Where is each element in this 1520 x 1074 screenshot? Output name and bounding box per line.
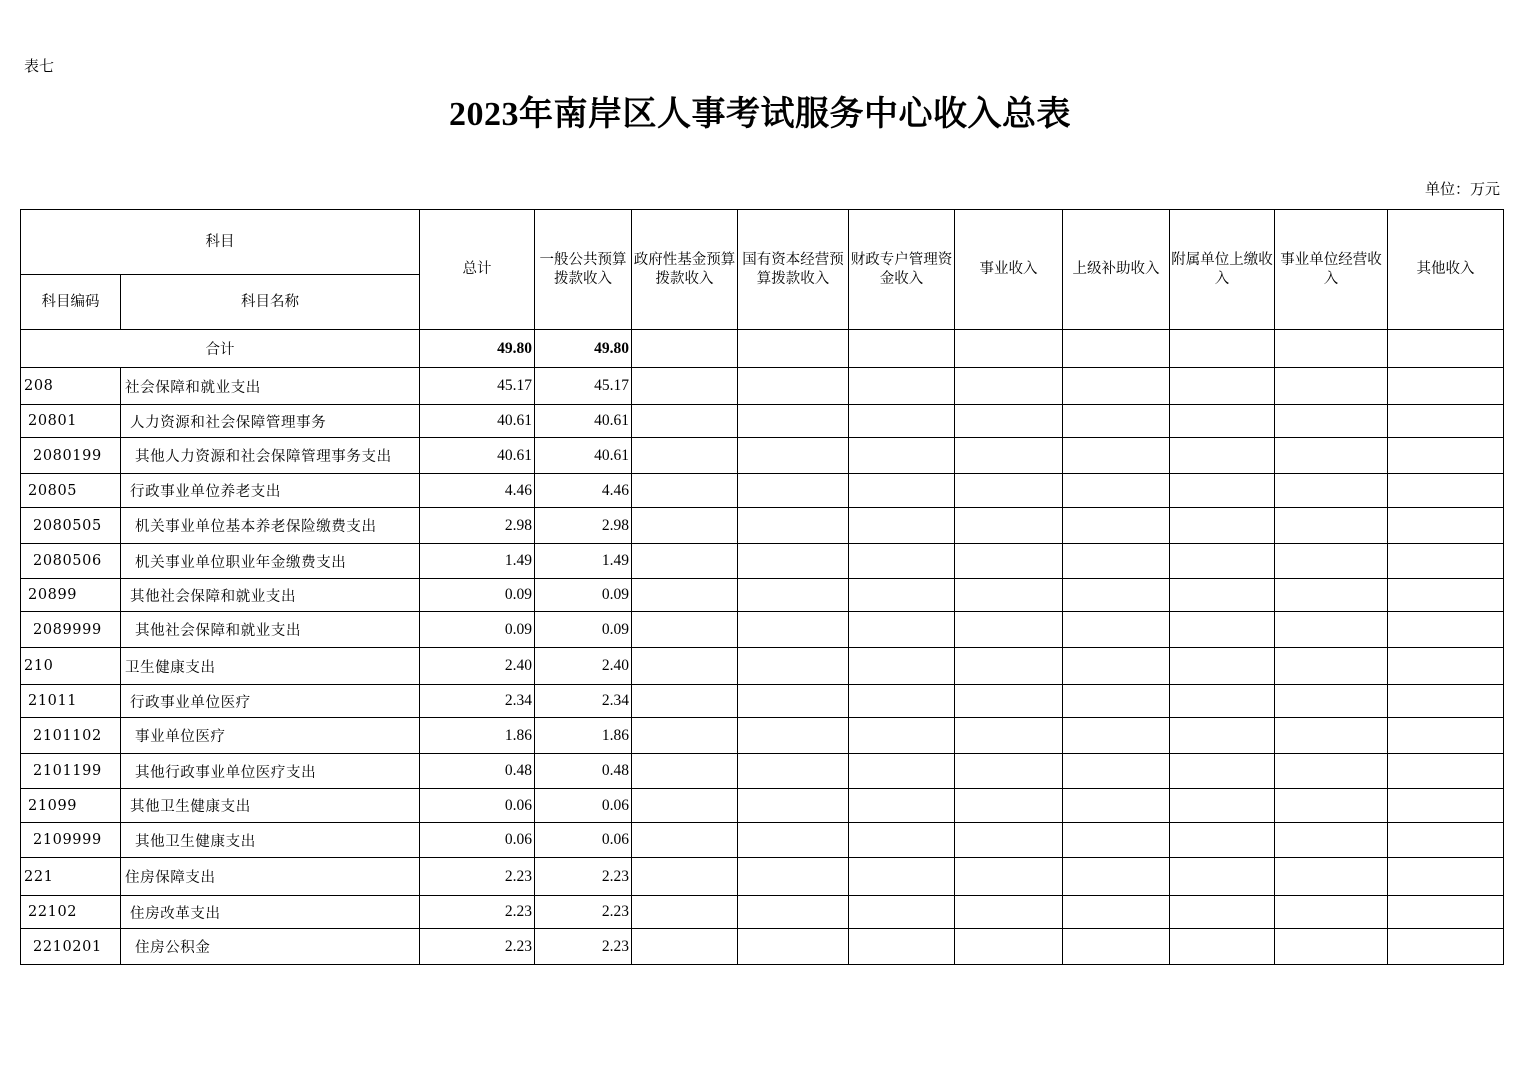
table-row [21, 648, 1504, 685]
total-cell: 2.23 [420, 929, 535, 965]
subject-name-cell: 其他行政事业单位医疗支出 [121, 754, 420, 789]
subject-code-cell: 21011 [21, 685, 121, 718]
empty-cell [1063, 368, 1170, 405]
empty-cell [849, 858, 955, 896]
empty-cell [1275, 579, 1388, 612]
empty-cell [632, 858, 738, 896]
empty-cell [1063, 929, 1170, 965]
empty-cell [632, 896, 738, 929]
subject-name-cell: 住房保障支出 [121, 858, 420, 896]
empty-cell [1275, 685, 1388, 718]
total-cell: 49.80 [420, 330, 535, 368]
empty-cell [1388, 648, 1504, 685]
total-label: 合计 [21, 330, 420, 368]
general-budget-cell: 2.23 [535, 929, 632, 965]
empty-cell [632, 579, 738, 612]
total-cell: 4.46 [420, 474, 535, 508]
empty-cell [1275, 368, 1388, 405]
empty-cell [632, 929, 738, 965]
total-cell: 2.23 [420, 858, 535, 896]
empty-cell [849, 405, 955, 438]
empty-cell [849, 685, 955, 718]
empty-cell [1170, 438, 1275, 474]
total-cell: 0.06 [420, 823, 535, 858]
empty-cell [1388, 579, 1504, 612]
subject-code-cell: 2210201 [21, 929, 121, 965]
empty-cell [955, 858, 1063, 896]
header-subject: 科目 [21, 210, 420, 275]
total-row [21, 330, 1504, 368]
subject-code-cell: 208 [21, 368, 121, 405]
subject-name-cell: 行政事业单位医疗 [121, 685, 420, 718]
empty-cell [955, 330, 1063, 368]
empty-cell [955, 718, 1063, 754]
header-business-income: 事业收入 [955, 210, 1063, 330]
empty-cell [632, 685, 738, 718]
empty-cell [632, 612, 738, 648]
subject-code-cell: 21099 [21, 789, 121, 823]
empty-cell [1170, 823, 1275, 858]
total-cell: 0.09 [420, 579, 535, 612]
empty-cell [632, 648, 738, 685]
empty-cell [849, 754, 955, 789]
empty-cell [632, 405, 738, 438]
general-budget-cell: 49.80 [535, 330, 632, 368]
empty-cell [1063, 579, 1170, 612]
header-gov-fund: 政府性基金预算拨款收入 [632, 210, 738, 330]
empty-cell [1063, 685, 1170, 718]
empty-cell [1170, 508, 1275, 544]
empty-cell [738, 544, 849, 579]
table-row [21, 438, 1504, 474]
empty-cell [1388, 405, 1504, 438]
header-subject-name: 科目名称 [121, 275, 420, 330]
subject-code-cell: 2101102 [21, 718, 121, 754]
table-row [21, 929, 1504, 965]
empty-cell [1063, 896, 1170, 929]
empty-cell [1388, 474, 1504, 508]
empty-cell [1170, 754, 1275, 789]
table-row [21, 754, 1504, 789]
empty-cell [1388, 754, 1504, 789]
empty-cell [632, 718, 738, 754]
empty-cell [1388, 368, 1504, 405]
empty-cell [1275, 896, 1388, 929]
empty-cell [1170, 789, 1275, 823]
empty-cell [1388, 685, 1504, 718]
subject-code-cell: 2101199 [21, 754, 121, 789]
empty-cell [632, 823, 738, 858]
empty-cell [849, 544, 955, 579]
empty-cell [955, 612, 1063, 648]
empty-cell [1063, 330, 1170, 368]
empty-cell [955, 438, 1063, 474]
subject-name-cell: 机关事业单位职业年金缴费支出 [121, 544, 420, 579]
header-superior-subsidy: 上级补助收入 [1063, 210, 1170, 330]
empty-cell [955, 754, 1063, 789]
table-row [21, 685, 1504, 718]
total-cell: 1.86 [420, 718, 535, 754]
empty-cell [1275, 405, 1388, 438]
empty-cell [632, 474, 738, 508]
empty-cell [1275, 648, 1388, 685]
empty-cell [1170, 718, 1275, 754]
empty-cell [632, 789, 738, 823]
empty-cell [738, 579, 849, 612]
general-budget-cell: 0.48 [535, 754, 632, 789]
income-summary-table [20, 209, 1504, 965]
subject-name-cell: 其他社会保障和就业支出 [121, 612, 420, 648]
empty-cell [1388, 823, 1504, 858]
empty-cell [849, 718, 955, 754]
total-cell: 1.49 [420, 544, 535, 579]
subject-code-cell: 20801 [21, 405, 121, 438]
empty-cell [849, 508, 955, 544]
empty-cell [1063, 508, 1170, 544]
empty-cell [849, 612, 955, 648]
general-budget-cell: 2.98 [535, 508, 632, 544]
general-budget-cell: 2.23 [535, 896, 632, 929]
header-state-capital: 国有资本经营预算拨款收入 [738, 210, 849, 330]
empty-cell [955, 823, 1063, 858]
empty-cell [738, 612, 849, 648]
empty-cell [955, 896, 1063, 929]
empty-cell [955, 685, 1063, 718]
empty-cell [738, 754, 849, 789]
table-row [21, 718, 1504, 754]
empty-cell [1275, 544, 1388, 579]
empty-cell [1170, 896, 1275, 929]
empty-cell [738, 896, 849, 929]
subject-code-cell: 2089999 [21, 612, 121, 648]
empty-cell [849, 823, 955, 858]
general-budget-cell: 2.34 [535, 685, 632, 718]
empty-cell [1170, 685, 1275, 718]
empty-cell [1063, 858, 1170, 896]
empty-cell [738, 648, 849, 685]
empty-cell [738, 718, 849, 754]
empty-cell [1170, 858, 1275, 896]
table-row [21, 896, 1504, 929]
total-cell: 40.61 [420, 405, 535, 438]
subject-name-cell: 卫生健康支出 [121, 648, 420, 685]
subject-name-cell: 行政事业单位养老支出 [121, 474, 420, 508]
table-row [21, 612, 1504, 648]
empty-cell [738, 929, 849, 965]
empty-cell [955, 544, 1063, 579]
empty-cell [1388, 508, 1504, 544]
header-operating-income: 事业单位经营收入 [1275, 210, 1388, 330]
empty-cell [1275, 754, 1388, 789]
empty-cell [1388, 612, 1504, 648]
general-budget-cell: 1.86 [535, 718, 632, 754]
empty-cell [738, 685, 849, 718]
total-cell: 0.06 [420, 789, 535, 823]
empty-cell [1170, 474, 1275, 508]
empty-cell [1170, 330, 1275, 368]
subject-name-cell: 住房改革支出 [121, 896, 420, 929]
empty-cell [849, 789, 955, 823]
table-row [21, 368, 1504, 405]
table-row [21, 544, 1504, 579]
empty-cell [1063, 612, 1170, 648]
total-cell: 2.98 [420, 508, 535, 544]
general-budget-cell: 40.61 [535, 405, 632, 438]
table-row [21, 823, 1504, 858]
empty-cell [1063, 648, 1170, 685]
empty-cell [955, 648, 1063, 685]
empty-cell [1170, 579, 1275, 612]
empty-cell [955, 789, 1063, 823]
empty-cell [1275, 929, 1388, 965]
unit-label: 单位：万元 [1424, 180, 1500, 198]
subject-name-cell: 其他卫生健康支出 [121, 789, 420, 823]
empty-cell [632, 438, 738, 474]
general-budget-cell: 0.06 [535, 823, 632, 858]
header-total: 总计 [420, 210, 535, 330]
general-budget-cell: 45.17 [535, 368, 632, 405]
empty-cell [1170, 405, 1275, 438]
empty-cell [1170, 648, 1275, 685]
empty-cell [1170, 544, 1275, 579]
general-budget-cell: 0.09 [535, 612, 632, 648]
subject-code-cell: 22102 [21, 896, 121, 929]
empty-cell [632, 544, 738, 579]
empty-cell [1275, 789, 1388, 823]
subject-name-cell: 住房公积金 [121, 929, 420, 965]
empty-cell [738, 438, 849, 474]
total-cell: 2.40 [420, 648, 535, 685]
empty-cell [632, 330, 738, 368]
empty-cell [1063, 474, 1170, 508]
table-row [21, 474, 1504, 508]
total-cell: 2.34 [420, 685, 535, 718]
total-cell: 45.17 [420, 368, 535, 405]
page-title: 2023年南岸区人事考试服务中心收入总表 [449, 96, 1071, 133]
empty-cell [1275, 858, 1388, 896]
total-cell: 0.48 [420, 754, 535, 789]
empty-cell [955, 474, 1063, 508]
subject-name-cell: 其他卫生健康支出 [121, 823, 420, 858]
empty-cell [1063, 405, 1170, 438]
empty-cell [849, 579, 955, 612]
empty-cell [1388, 438, 1504, 474]
empty-cell [849, 896, 955, 929]
empty-cell [1275, 330, 1388, 368]
empty-cell [632, 368, 738, 405]
general-budget-cell: 2.23 [535, 858, 632, 896]
subject-name-cell: 事业单位医疗 [121, 718, 420, 754]
empty-cell [1275, 612, 1388, 648]
empty-cell [1388, 718, 1504, 754]
empty-cell [1388, 544, 1504, 579]
table-row [21, 579, 1504, 612]
table-row [21, 789, 1504, 823]
empty-cell [1063, 544, 1170, 579]
general-budget-cell: 40.61 [535, 438, 632, 474]
empty-cell [1063, 789, 1170, 823]
table-number-label: 表七 [24, 57, 55, 75]
subject-code-cell: 2080199 [21, 438, 121, 474]
empty-cell [1170, 368, 1275, 405]
empty-cell [1275, 474, 1388, 508]
empty-cell [1063, 754, 1170, 789]
table-row [21, 508, 1504, 544]
empty-cell [849, 474, 955, 508]
subject-code-cell: 210 [21, 648, 121, 685]
empty-cell [738, 858, 849, 896]
empty-cell [1388, 858, 1504, 896]
empty-cell [955, 579, 1063, 612]
empty-cell [849, 648, 955, 685]
total-cell: 40.61 [420, 438, 535, 474]
empty-cell [849, 438, 955, 474]
empty-cell [1063, 438, 1170, 474]
subject-code-cell: 2109999 [21, 823, 121, 858]
subject-name-cell: 其他人力资源和社会保障管理事务支出 [121, 438, 420, 474]
subject-code-cell: 2080505 [21, 508, 121, 544]
empty-cell [1063, 823, 1170, 858]
empty-cell [1388, 929, 1504, 965]
table-row [21, 405, 1504, 438]
total-cell: 0.09 [420, 612, 535, 648]
empty-cell [955, 405, 1063, 438]
general-budget-cell: 4.46 [535, 474, 632, 508]
empty-cell [1170, 929, 1275, 965]
general-budget-cell: 0.06 [535, 789, 632, 823]
header-general-budget: 一般公共预算拨款收入 [535, 210, 632, 330]
empty-cell [738, 508, 849, 544]
empty-cell [738, 405, 849, 438]
general-budget-cell: 2.40 [535, 648, 632, 685]
subject-name-cell: 机关事业单位基本养老保险缴费支出 [121, 508, 420, 544]
empty-cell [1388, 896, 1504, 929]
empty-cell [1063, 718, 1170, 754]
empty-cell [1275, 823, 1388, 858]
empty-cell [849, 368, 955, 405]
subject-name-cell: 其他社会保障和就业支出 [121, 579, 420, 612]
subject-code-cell: 20805 [21, 474, 121, 508]
empty-cell [632, 508, 738, 544]
header-special-fund: 财政专户管理资金收入 [849, 210, 955, 330]
general-budget-cell: 0.09 [535, 579, 632, 612]
header-other-income: 其他收入 [1388, 210, 1504, 330]
subject-name-cell: 人力资源和社会保障管理事务 [121, 405, 420, 438]
empty-cell [849, 929, 955, 965]
empty-cell [738, 330, 849, 368]
total-cell: 2.23 [420, 896, 535, 929]
empty-cell [632, 754, 738, 789]
empty-cell [849, 330, 955, 368]
empty-cell [1388, 789, 1504, 823]
empty-cell [1275, 718, 1388, 754]
header-affiliated-remit: 附属单位上缴收入 [1170, 210, 1275, 330]
empty-cell [955, 508, 1063, 544]
empty-cell [1275, 438, 1388, 474]
empty-cell [1388, 330, 1504, 368]
empty-cell [738, 789, 849, 823]
subject-name-cell: 社会保障和就业支出 [121, 368, 420, 405]
empty-cell [1170, 612, 1275, 648]
general-budget-cell: 1.49 [535, 544, 632, 579]
subject-code-cell: 221 [21, 858, 121, 896]
empty-cell [738, 823, 849, 858]
empty-cell [955, 929, 1063, 965]
empty-cell [738, 368, 849, 405]
empty-cell [955, 368, 1063, 405]
subject-code-cell: 2080506 [21, 544, 121, 579]
subject-code-cell: 20899 [21, 579, 121, 612]
header-subject-code: 科目编码 [21, 275, 121, 330]
empty-cell [1275, 508, 1388, 544]
table-row [21, 858, 1504, 896]
empty-cell [738, 474, 849, 508]
